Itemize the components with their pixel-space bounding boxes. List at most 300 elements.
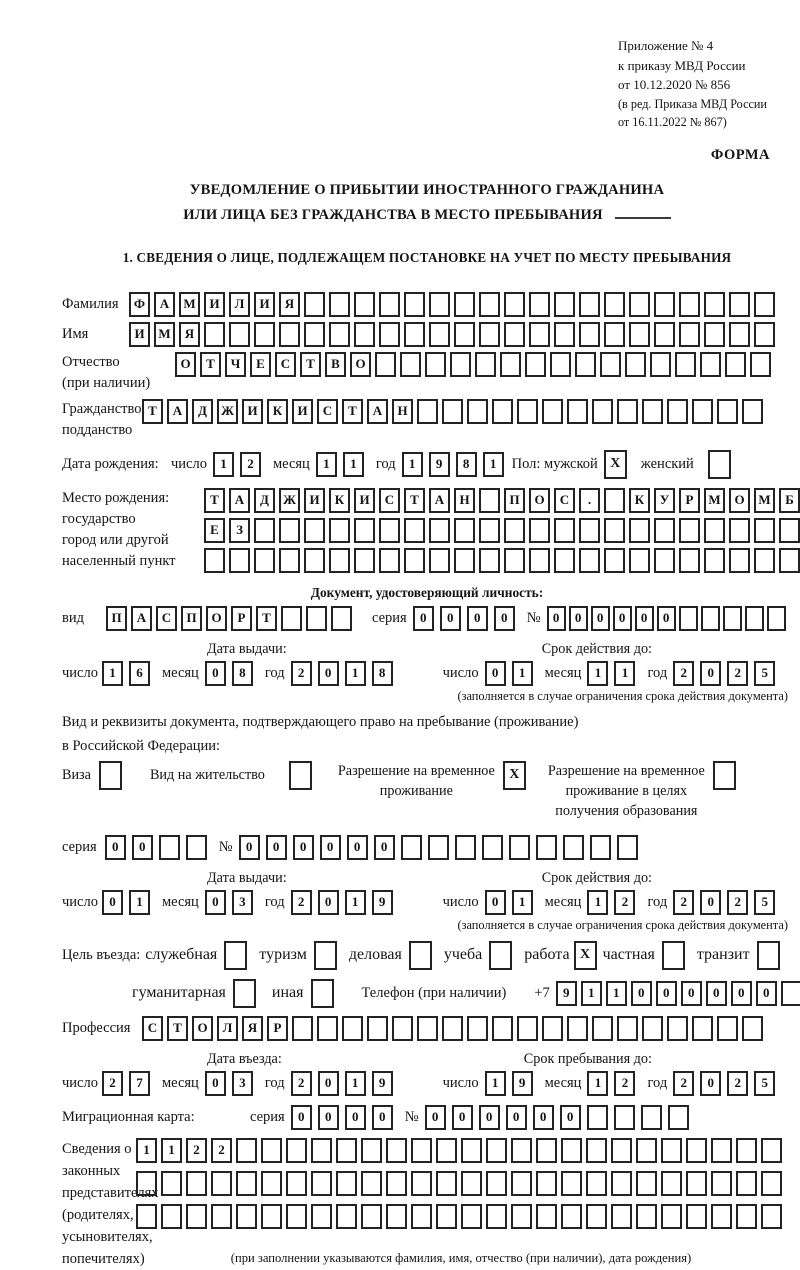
char-box[interactable] <box>711 1138 732 1163</box>
char-box[interactable] <box>354 548 375 573</box>
char-box[interactable] <box>361 1171 382 1196</box>
char-box[interactable]: 9 <box>556 981 577 1006</box>
char-box[interactable]: 0 <box>205 661 226 686</box>
purpose-study-checkbox[interactable] <box>489 941 512 970</box>
char-box[interactable] <box>504 292 525 317</box>
char-box[interactable] <box>454 518 475 543</box>
char-box[interactable]: . <box>579 488 600 513</box>
char-box[interactable]: 0 <box>374 835 395 860</box>
char-box[interactable] <box>286 1204 307 1229</box>
char-box[interactable] <box>236 1204 257 1229</box>
char-box[interactable] <box>404 548 425 573</box>
char-box[interactable] <box>629 548 650 573</box>
char-box[interactable] <box>611 1204 632 1229</box>
char-box[interactable] <box>482 835 503 860</box>
char-box[interactable] <box>567 1016 588 1041</box>
purpose-commercial-checkbox[interactable] <box>409 941 432 970</box>
char-box[interactable] <box>436 1204 457 1229</box>
char-box[interactable] <box>279 322 300 347</box>
char-box[interactable]: Т <box>404 488 425 513</box>
char-box[interactable] <box>186 1171 207 1196</box>
char-box[interactable] <box>654 322 675 347</box>
char-box[interactable] <box>336 1171 357 1196</box>
char-box[interactable] <box>586 1204 607 1229</box>
char-box[interactable] <box>661 1171 682 1196</box>
char-box[interactable] <box>729 548 750 573</box>
char-box[interactable] <box>536 1138 557 1163</box>
char-box[interactable]: 9 <box>512 1071 533 1096</box>
char-box[interactable]: З <box>229 518 250 543</box>
char-box[interactable] <box>254 322 275 347</box>
char-box[interactable]: 0 <box>102 890 123 915</box>
char-box[interactable] <box>636 1204 657 1229</box>
char-box[interactable]: 0 <box>506 1105 527 1130</box>
char-box[interactable]: Ж <box>217 399 238 424</box>
char-box[interactable]: П <box>504 488 525 513</box>
char-box[interactable]: Я <box>242 1016 263 1041</box>
char-box[interactable] <box>529 322 550 347</box>
char-box[interactable] <box>161 1171 182 1196</box>
char-box[interactable] <box>504 548 525 573</box>
char-box[interactable] <box>679 518 700 543</box>
char-box[interactable] <box>567 399 588 424</box>
char-box[interactable] <box>304 548 325 573</box>
char-box[interactable]: 0 <box>318 890 339 915</box>
char-box[interactable]: 0 <box>320 835 341 860</box>
char-box[interactable] <box>586 1171 607 1196</box>
char-box[interactable]: Е <box>204 518 225 543</box>
char-box[interactable] <box>742 1016 763 1041</box>
char-box[interactable]: 1 <box>587 1071 608 1096</box>
char-box[interactable] <box>625 352 646 377</box>
char-box[interactable] <box>354 292 375 317</box>
char-box[interactable]: 0 <box>706 981 727 1006</box>
char-box[interactable]: 2 <box>673 890 694 915</box>
char-box[interactable]: С <box>379 488 400 513</box>
char-box[interactable]: 0 <box>205 890 226 915</box>
char-box[interactable] <box>261 1171 282 1196</box>
char-box[interactable] <box>379 518 400 543</box>
char-box[interactable]: А <box>154 292 175 317</box>
char-box[interactable] <box>411 1171 432 1196</box>
char-box[interactable] <box>554 322 575 347</box>
char-box[interactable] <box>442 399 463 424</box>
char-box[interactable]: С <box>275 352 296 377</box>
char-box[interactable] <box>311 1204 332 1229</box>
char-box[interactable] <box>686 1171 707 1196</box>
char-box[interactable]: 6 <box>129 661 150 686</box>
char-box[interactable] <box>504 518 525 543</box>
char-box[interactable] <box>729 322 750 347</box>
char-box[interactable] <box>579 548 600 573</box>
char-box[interactable]: Т <box>167 1016 188 1041</box>
char-box[interactable] <box>704 292 725 317</box>
char-box[interactable] <box>379 322 400 347</box>
char-box[interactable]: 1 <box>345 890 366 915</box>
char-box[interactable] <box>675 352 696 377</box>
char-box[interactable] <box>331 606 352 631</box>
char-box[interactable]: 2 <box>727 661 748 686</box>
char-box[interactable] <box>211 1204 232 1229</box>
char-box[interactable]: Т <box>256 606 277 631</box>
char-box[interactable]: С <box>142 1016 163 1041</box>
char-box[interactable] <box>517 399 538 424</box>
char-box[interactable] <box>509 835 530 860</box>
purpose-business-checkbox[interactable] <box>224 941 247 970</box>
char-box[interactable]: 0 <box>533 1105 554 1130</box>
char-box[interactable]: 1 <box>614 661 635 686</box>
char-box[interactable] <box>604 322 625 347</box>
char-box[interactable]: 0 <box>631 981 652 1006</box>
visa-checkbox[interactable] <box>99 761 122 790</box>
char-box[interactable]: Я <box>279 292 300 317</box>
char-box[interactable] <box>211 1171 232 1196</box>
char-box[interactable] <box>654 548 675 573</box>
char-box[interactable]: О <box>529 488 550 513</box>
char-box[interactable] <box>701 606 720 631</box>
char-box[interactable] <box>279 518 300 543</box>
char-box[interactable] <box>425 352 446 377</box>
char-box[interactable] <box>292 1016 313 1041</box>
char-box[interactable] <box>754 322 775 347</box>
char-box[interactable] <box>429 548 450 573</box>
char-box[interactable] <box>742 399 763 424</box>
char-box[interactable]: Ч <box>225 352 246 377</box>
char-box[interactable] <box>604 488 625 513</box>
char-box[interactable] <box>642 1016 663 1041</box>
char-box[interactable] <box>479 548 500 573</box>
char-box[interactable]: 1 <box>129 890 150 915</box>
char-box[interactable] <box>679 322 700 347</box>
char-box[interactable] <box>679 606 698 631</box>
char-box[interactable] <box>650 352 671 377</box>
char-box[interactable]: 0 <box>467 606 488 631</box>
char-box[interactable] <box>579 518 600 543</box>
char-box[interactable] <box>236 1138 257 1163</box>
char-box[interactable] <box>461 1204 482 1229</box>
char-box[interactable]: 1 <box>587 890 608 915</box>
char-box[interactable]: Р <box>679 488 700 513</box>
char-box[interactable] <box>704 548 725 573</box>
char-box[interactable] <box>136 1171 157 1196</box>
char-box[interactable]: М <box>704 488 725 513</box>
char-box[interactable]: И <box>254 292 275 317</box>
char-box[interactable]: 8 <box>372 661 393 686</box>
char-box[interactable] <box>729 518 750 543</box>
char-box[interactable] <box>754 518 775 543</box>
char-box[interactable] <box>400 352 421 377</box>
char-box[interactable]: М <box>154 322 175 347</box>
char-box[interactable] <box>304 518 325 543</box>
char-box[interactable] <box>229 322 250 347</box>
char-box[interactable]: 0 <box>372 1105 393 1130</box>
char-box[interactable] <box>204 548 225 573</box>
char-box[interactable] <box>667 399 688 424</box>
char-box[interactable]: И <box>292 399 313 424</box>
char-box[interactable] <box>511 1204 532 1229</box>
char-box[interactable] <box>204 322 225 347</box>
char-box[interactable]: Б <box>779 488 800 513</box>
char-box[interactable]: 1 <box>343 452 364 477</box>
char-box[interactable]: 0 <box>293 835 314 860</box>
char-box[interactable] <box>311 1138 332 1163</box>
char-box[interactable]: Р <box>231 606 252 631</box>
char-box[interactable] <box>529 292 550 317</box>
char-box[interactable]: П <box>106 606 127 631</box>
char-box[interactable] <box>454 292 475 317</box>
char-box[interactable] <box>554 518 575 543</box>
char-box[interactable]: 0 <box>485 890 506 915</box>
char-box[interactable] <box>517 1016 538 1041</box>
purpose-tourism-checkbox[interactable] <box>314 941 337 970</box>
char-box[interactable] <box>692 1016 713 1041</box>
char-box[interactable]: С <box>554 488 575 513</box>
char-box[interactable] <box>329 292 350 317</box>
char-box[interactable]: 9 <box>372 1071 393 1096</box>
char-box[interactable]: 0 <box>347 835 368 860</box>
char-box[interactable]: Л <box>217 1016 238 1041</box>
char-box[interactable] <box>342 1016 363 1041</box>
char-box[interactable]: 1 <box>161 1138 182 1163</box>
char-box[interactable]: О <box>192 1016 213 1041</box>
char-box[interactable] <box>611 1171 632 1196</box>
char-box[interactable]: Д <box>192 399 213 424</box>
char-box[interactable] <box>604 548 625 573</box>
char-box[interactable] <box>563 835 584 860</box>
char-box[interactable] <box>661 1138 682 1163</box>
char-box[interactable] <box>186 1204 207 1229</box>
char-box[interactable]: 0 <box>105 835 126 860</box>
char-box[interactable] <box>575 352 596 377</box>
char-box[interactable] <box>661 1204 682 1229</box>
char-box[interactable] <box>579 292 600 317</box>
char-box[interactable]: С <box>317 399 338 424</box>
char-box[interactable] <box>417 1016 438 1041</box>
char-box[interactable] <box>779 548 800 573</box>
char-box[interactable]: 2 <box>614 890 635 915</box>
char-box[interactable]: 2 <box>673 1071 694 1096</box>
char-box[interactable]: 0 <box>479 1105 500 1130</box>
char-box[interactable]: И <box>354 488 375 513</box>
char-box[interactable]: Ф <box>129 292 150 317</box>
char-box[interactable]: 0 <box>657 606 676 631</box>
char-box[interactable] <box>679 292 700 317</box>
char-box[interactable] <box>386 1204 407 1229</box>
char-box[interactable] <box>306 606 327 631</box>
char-box[interactable] <box>617 835 638 860</box>
char-box[interactable] <box>461 1171 482 1196</box>
char-box[interactable] <box>329 322 350 347</box>
char-box[interactable]: 0 <box>205 1071 226 1096</box>
char-box[interactable]: 2 <box>291 890 312 915</box>
char-box[interactable] <box>561 1171 582 1196</box>
male-checkbox[interactable]: X <box>604 450 627 479</box>
char-box[interactable] <box>590 835 611 860</box>
char-box[interactable]: 7 <box>129 1071 150 1096</box>
char-box[interactable]: А <box>367 399 388 424</box>
char-box[interactable]: А <box>429 488 450 513</box>
char-box[interactable]: Т <box>200 352 221 377</box>
char-box[interactable]: Д <box>254 488 275 513</box>
char-box[interactable]: 1 <box>483 452 504 477</box>
char-box[interactable] <box>361 1204 382 1229</box>
char-box[interactable] <box>428 835 449 860</box>
edu-residence-checkbox[interactable] <box>713 761 736 790</box>
char-box[interactable] <box>475 352 496 377</box>
char-box[interactable] <box>667 1016 688 1041</box>
char-box[interactable]: 0 <box>413 606 434 631</box>
char-box[interactable]: П <box>181 606 202 631</box>
char-box[interactable]: К <box>267 399 288 424</box>
char-box[interactable] <box>336 1204 357 1229</box>
char-box[interactable]: О <box>175 352 196 377</box>
char-box[interactable] <box>504 322 525 347</box>
char-box[interactable]: 0 <box>756 981 777 1006</box>
char-box[interactable] <box>561 1138 582 1163</box>
char-box[interactable] <box>736 1171 757 1196</box>
char-box[interactable] <box>436 1138 457 1163</box>
char-box[interactable]: 0 <box>452 1105 473 1130</box>
char-box[interactable] <box>614 1105 635 1130</box>
char-box[interactable]: 0 <box>318 1071 339 1096</box>
char-box[interactable]: Я <box>179 322 200 347</box>
char-box[interactable] <box>254 518 275 543</box>
char-box[interactable] <box>536 835 557 860</box>
char-box[interactable] <box>367 1016 388 1041</box>
char-box[interactable] <box>554 548 575 573</box>
char-box[interactable]: А <box>229 488 250 513</box>
char-box[interactable]: И <box>129 322 150 347</box>
char-box[interactable] <box>286 1138 307 1163</box>
char-box[interactable] <box>679 548 700 573</box>
char-box[interactable] <box>386 1138 407 1163</box>
char-box[interactable] <box>761 1204 782 1229</box>
char-box[interactable] <box>461 1138 482 1163</box>
char-box[interactable]: 1 <box>587 661 608 686</box>
char-box[interactable] <box>767 606 786 631</box>
char-box[interactable]: 1 <box>606 981 627 1006</box>
char-box[interactable] <box>600 352 621 377</box>
char-box[interactable]: Т <box>204 488 225 513</box>
char-box[interactable] <box>417 399 438 424</box>
char-box[interactable] <box>554 292 575 317</box>
char-box[interactable] <box>587 1105 608 1130</box>
char-box[interactable] <box>725 352 746 377</box>
char-box[interactable] <box>542 399 563 424</box>
char-box[interactable] <box>511 1138 532 1163</box>
char-box[interactable]: 2 <box>727 1071 748 1096</box>
char-box[interactable]: 0 <box>569 606 588 631</box>
char-box[interactable] <box>161 1204 182 1229</box>
purpose-private-checkbox[interactable] <box>662 941 685 970</box>
char-box[interactable] <box>745 606 764 631</box>
char-box[interactable] <box>529 518 550 543</box>
char-box[interactable]: Т <box>142 399 163 424</box>
char-box[interactable] <box>429 322 450 347</box>
char-box[interactable] <box>279 548 300 573</box>
char-box[interactable] <box>486 1204 507 1229</box>
char-box[interactable] <box>379 548 400 573</box>
char-box[interactable]: У <box>654 488 675 513</box>
char-box[interactable]: 2 <box>291 1071 312 1096</box>
char-box[interactable]: 9 <box>429 452 450 477</box>
char-box[interactable] <box>642 399 663 424</box>
char-box[interactable] <box>654 292 675 317</box>
char-box[interactable]: 1 <box>512 661 533 686</box>
char-box[interactable]: Е <box>250 352 271 377</box>
char-box[interactable]: Н <box>454 488 475 513</box>
char-box[interactable] <box>454 322 475 347</box>
char-box[interactable] <box>354 322 375 347</box>
char-box[interactable] <box>429 292 450 317</box>
char-box[interactable]: 2 <box>240 452 261 477</box>
char-box[interactable] <box>304 292 325 317</box>
char-box[interactable] <box>455 835 476 860</box>
char-box[interactable]: 5 <box>754 661 775 686</box>
char-box[interactable]: 2 <box>727 890 748 915</box>
char-box[interactable] <box>411 1138 432 1163</box>
char-box[interactable] <box>704 518 725 543</box>
char-box[interactable] <box>668 1105 689 1130</box>
char-box[interactable] <box>311 1171 332 1196</box>
char-box[interactable] <box>750 352 771 377</box>
char-box[interactable] <box>442 1016 463 1041</box>
char-box[interactable] <box>354 518 375 543</box>
char-box[interactable] <box>604 518 625 543</box>
char-box[interactable] <box>404 322 425 347</box>
char-box[interactable] <box>136 1204 157 1229</box>
char-box[interactable] <box>586 1138 607 1163</box>
char-box[interactable] <box>336 1138 357 1163</box>
residence-permit-checkbox[interactable] <box>289 761 312 790</box>
char-box[interactable]: 2 <box>614 1071 635 1096</box>
char-box[interactable] <box>261 1138 282 1163</box>
char-box[interactable] <box>542 1016 563 1041</box>
char-box[interactable]: 0 <box>700 1071 721 1096</box>
char-box[interactable]: 2 <box>211 1138 232 1163</box>
char-box[interactable]: 5 <box>754 1071 775 1096</box>
char-box[interactable]: И <box>204 292 225 317</box>
char-box[interactable]: 0 <box>613 606 632 631</box>
char-box[interactable]: 0 <box>494 606 515 631</box>
char-box[interactable]: А <box>167 399 188 424</box>
char-box[interactable] <box>641 1105 662 1130</box>
char-box[interactable] <box>429 518 450 543</box>
char-box[interactable]: 0 <box>440 606 461 631</box>
char-box[interactable] <box>525 352 546 377</box>
char-box[interactable] <box>375 352 396 377</box>
char-box[interactable]: 0 <box>318 661 339 686</box>
char-box[interactable]: 1 <box>402 452 423 477</box>
char-box[interactable]: 1 <box>136 1138 157 1163</box>
purpose-other-checkbox[interactable] <box>311 979 334 1008</box>
char-box[interactable] <box>404 292 425 317</box>
char-box[interactable] <box>700 352 721 377</box>
char-box[interactable]: 2 <box>102 1071 123 1096</box>
char-box[interactable]: Ж <box>279 488 300 513</box>
char-box[interactable] <box>159 835 180 860</box>
char-box[interactable]: 0 <box>731 981 752 1006</box>
char-box[interactable]: Р <box>267 1016 288 1041</box>
char-box[interactable]: 0 <box>266 835 287 860</box>
char-box[interactable] <box>479 322 500 347</box>
char-box[interactable] <box>617 1016 638 1041</box>
char-box[interactable]: К <box>629 488 650 513</box>
char-box[interactable] <box>536 1171 557 1196</box>
purpose-humanitarian-checkbox[interactable] <box>233 979 256 1008</box>
char-box[interactable] <box>404 518 425 543</box>
char-box[interactable]: 0 <box>291 1105 312 1130</box>
